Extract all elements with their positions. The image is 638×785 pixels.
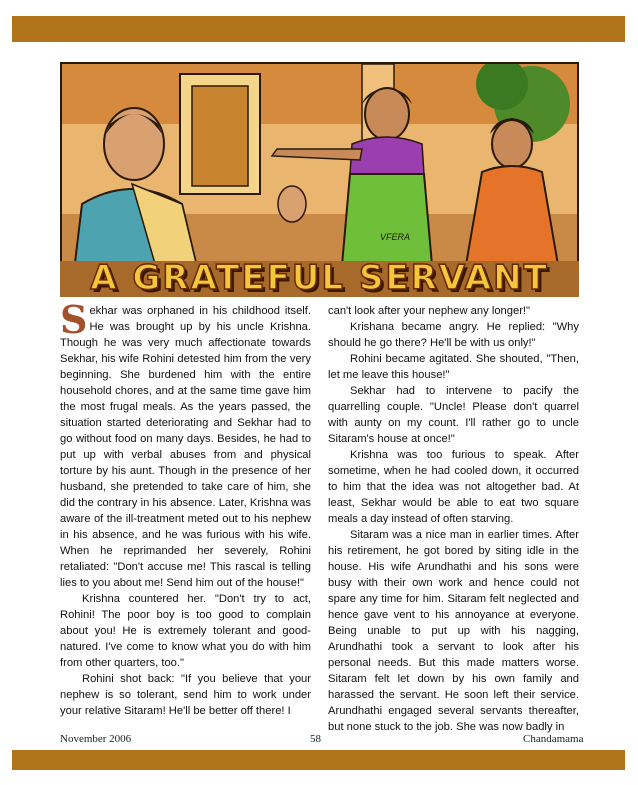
paragraph: Sekhar was orphaned in his childhood itself. He was brought up by his uncle Krishna. Though he was very much affectionate towards Sekhar, his wife Rohini detested him from the very beginning. She burdened him with the entire household chores, and at the same time gave him the most frugal meals. As the years passed, the situation started deteriorating and Sekhar had to go without food on many days. Besides, he had to put up with verbal abuses from and physical torture by his aunt. Though in the presence of her husband, she pretended to take care of him, she did the contrary in his absence. Later, Krishna was aware of the ill-treatment meted out to his nephew in his absence, and he was furious with his wife. When he reprimanded her severely, Rohini retaliated: "Don't accuse me! This rascal is telling lies to you about me! Send him out of the house!" [60,297,311,589]
story-title: A GRATEFUL SERVANT [90,258,549,298]
footer-date: November 2006 [60,733,132,745]
paragraph: Krishna countered her. "Don't try to act, Rohini! The poor boy is too good to complain about you! He is extremely tolerant and good-natured. I've come to know what you do with him from other quarters, too." [60,593,311,669]
magazine-name: Chandamama [523,733,584,745]
page-number: 58 [310,733,321,745]
text-column-right [328,303,579,735]
drop-cap: S [60,297,88,342]
paragraph: Krishana became angry. He replied: "Why should he go there? He'll be with us only!" [328,321,579,349]
paragraph: Sekhar had to intervene to pacify the quarrelling couple. "Uncle! Please don't quarrel with aunty on my count. I'll rather go to uncle Sitaram's house at once!" [328,385,579,445]
text-column-left [60,297,311,719]
paragraph: Rohini became agitated. She shouted, "Then, let me leave this house!" [328,353,579,381]
top-decorative-band [12,16,625,42]
paragraph: Rohini shot back: "If you believe that your nephew is so tolerant, send him to work under your relative Sitaram! He'll be better off there! I [60,673,311,717]
paragraph: Sitaram was a nice man in earlier times. After his retirement, he got bored by siting idle in the house. His wife Arundhathi and his sons were busy with their own work and hence could not spare any time for him. Sitaram felt neglected and hence gave vent to his annoyance at everyone. Being unable to put up with his nagging, Arundhathi took a servant to look after his personal needs. But this made matters worse. Sitaram felt let down by his own family and harassed the servant. He soon left their service. Arundhathi engaged several servants thereafter, but none stuck to the job. She was now badly in [328,529,579,733]
illustrator-signature: VFERA [380,232,411,242]
story-illustration [60,62,579,290]
paragraph: Krishna was too furious to speak. After sometime, when he had cooled down, it occurred to him that the idea was not altogether bad. At least, Sekhar would be able to eat two square meals a day instead of often starving. [328,449,579,525]
paragraph: can't look after your nephew any longer!" [328,305,531,317]
bottom-decorative-band [12,750,625,770]
